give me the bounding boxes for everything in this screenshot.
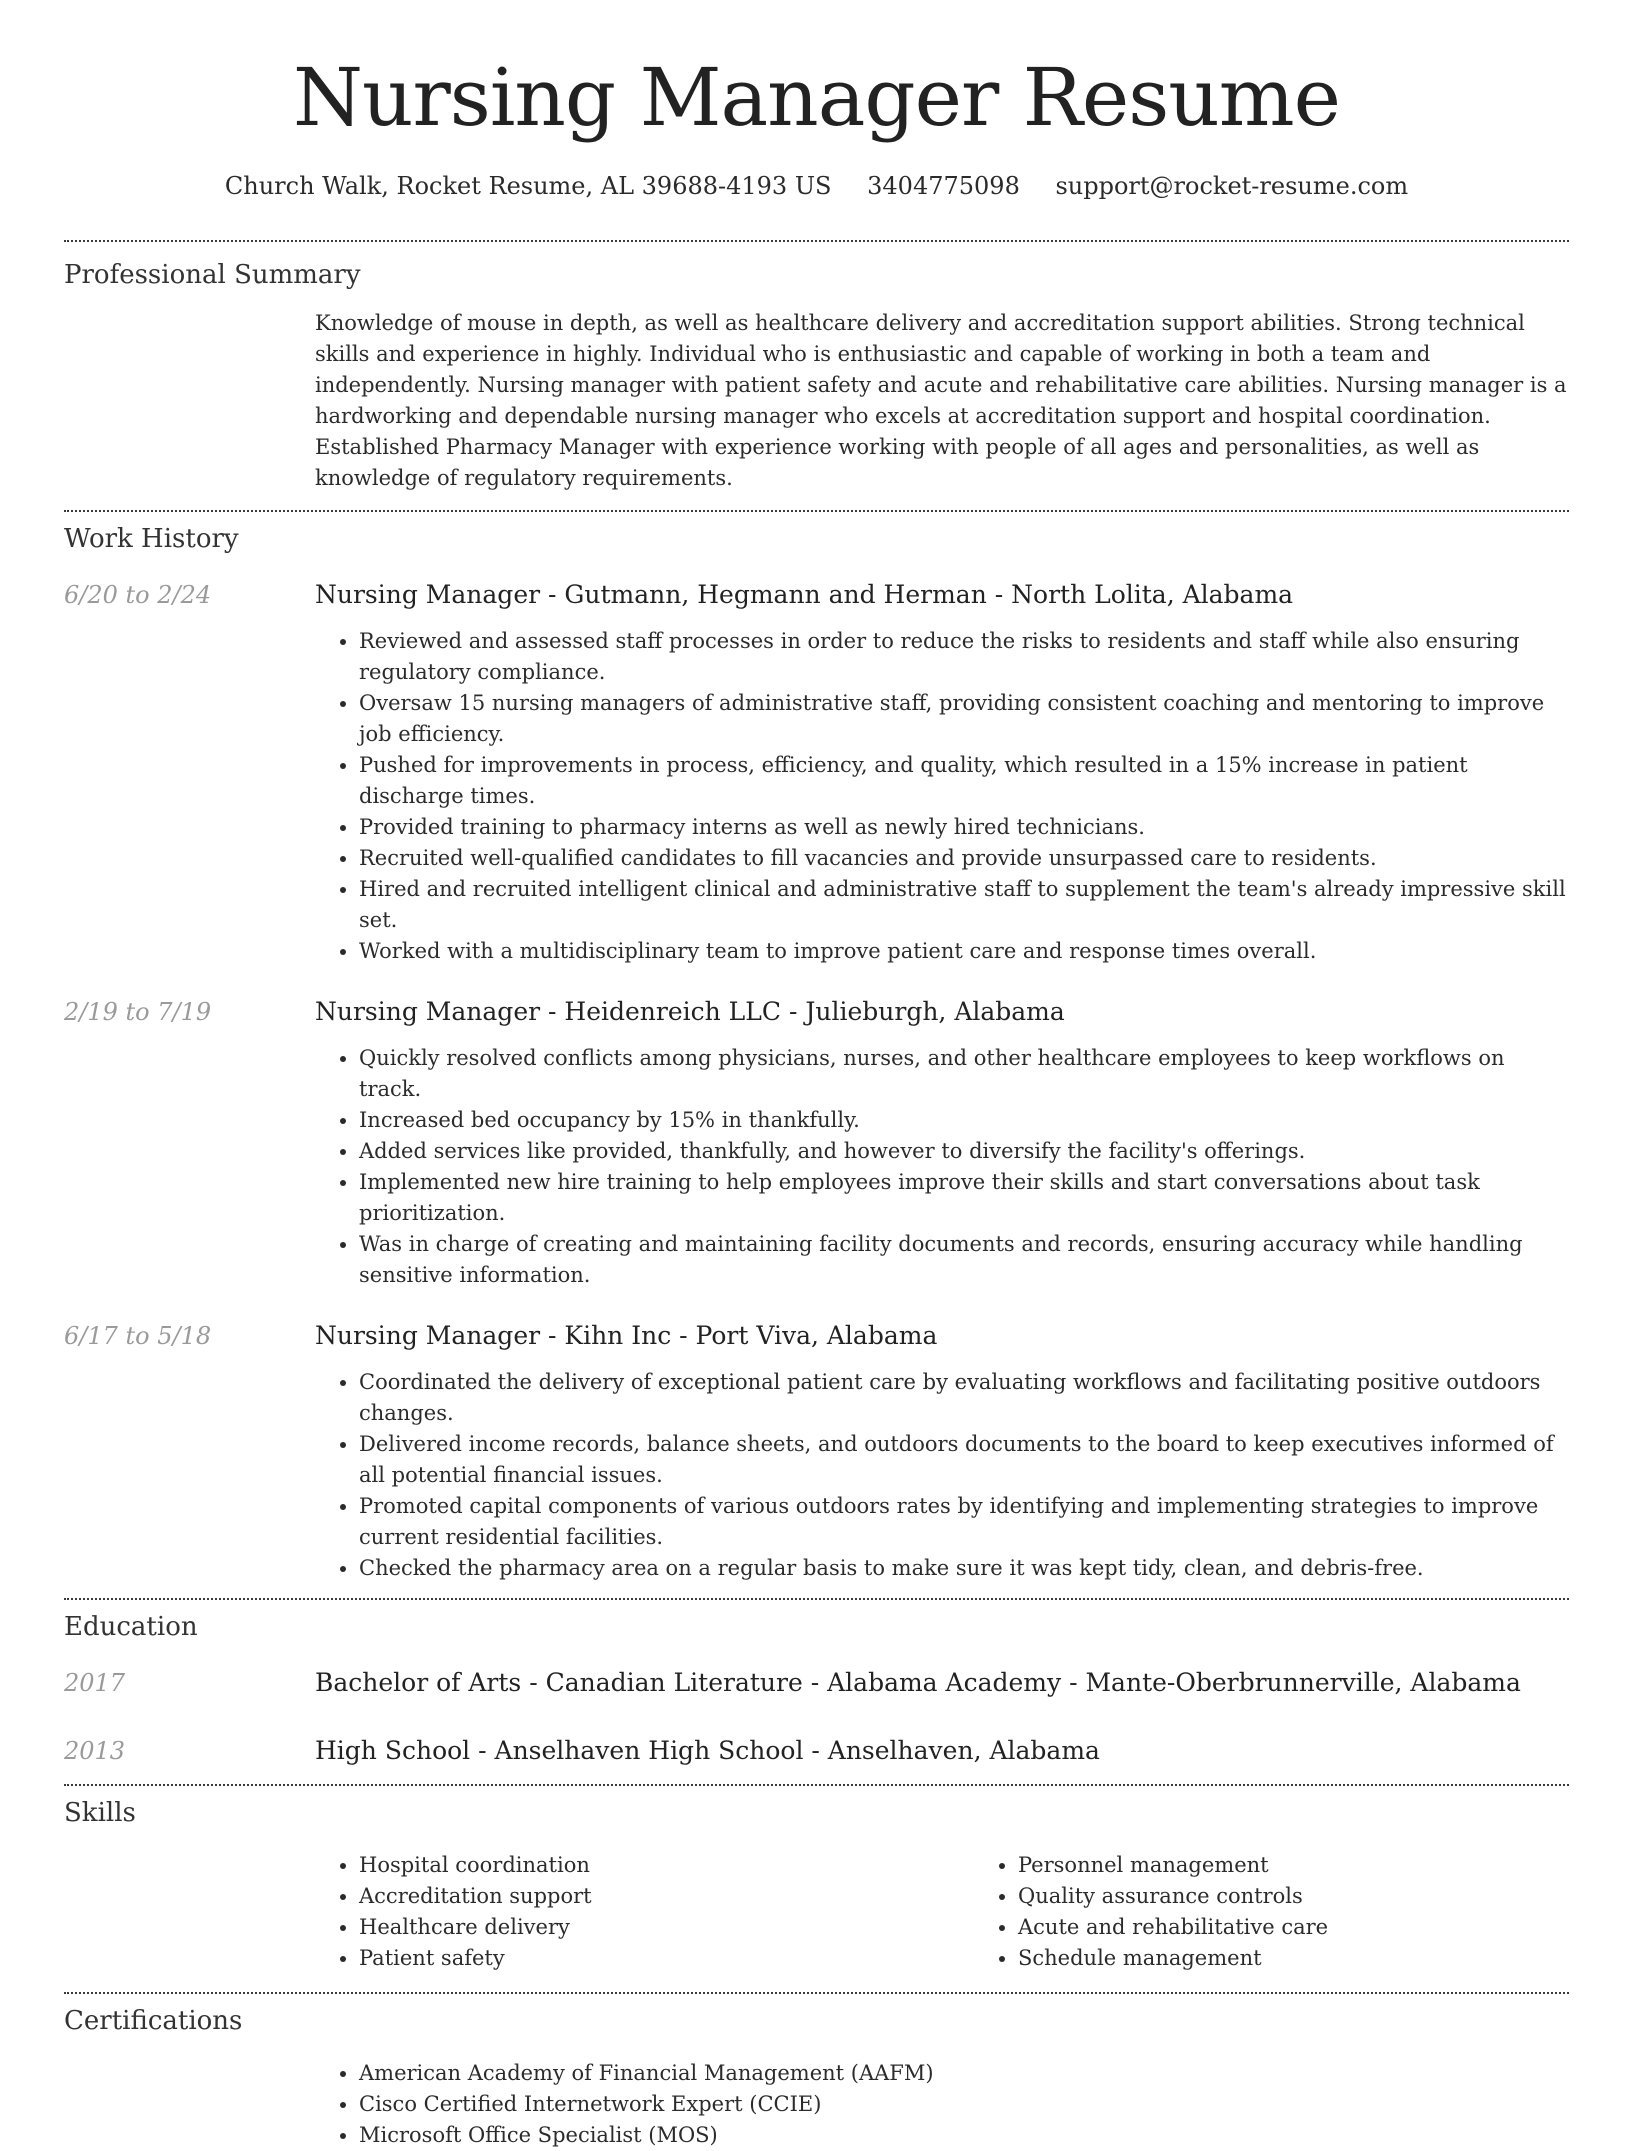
work-heading: Work History bbox=[64, 524, 239, 554]
summary-spacer bbox=[64, 308, 315, 494]
education-entry bbox=[64, 1666, 1569, 1700]
education-heading: Education bbox=[64, 1612, 198, 1642]
list-item: • Implemented new hire training to help employees improve their skills and start conversations about task prioritization. bbox=[359, 1167, 1569, 1229]
skills-section bbox=[64, 1786, 1569, 1974]
certifications-section bbox=[64, 1994, 1569, 2151]
education-entry bbox=[64, 1734, 1569, 1768]
list-item: • Oversaw 15 nursing managers of administrative staff, providing consistent coaching and mentoring to improve job efficiency. bbox=[359, 688, 1569, 750]
list-item: • Accreditation support bbox=[359, 1881, 974, 1912]
job-title: Nursing Manager - Heidenreich LLC - Julieburgh, Alabama bbox=[315, 997, 1065, 1026]
contact-phone: 3404775098 bbox=[867, 172, 1020, 200]
job-dates: 2/19 to 7/19 bbox=[64, 998, 212, 1026]
job-dates: 6/17 to 5/18 bbox=[64, 1322, 212, 1350]
skills-spacer bbox=[64, 1850, 315, 1974]
job-bullets bbox=[315, 1043, 1569, 1291]
contact-email: support@rocket-resume.com bbox=[1055, 172, 1409, 200]
job-title: Nursing Manager - Kihn Inc - Port Viva, Alabama bbox=[315, 1321, 938, 1350]
list-item: • Promoted capital components of various outdoors rates by identifying and implementing strategies to improve current residential facilities. bbox=[359, 1491, 1569, 1553]
job-entry bbox=[64, 578, 1569, 967]
list-item: • Recruited well-qualified candidates to fill vacancies and provide unsurpassed care to residents. bbox=[359, 843, 1569, 874]
certifications-list bbox=[315, 2058, 1569, 2151]
summary-section bbox=[64, 242, 1569, 494]
list-item: • Pushed for improvements in process, efficiency, and quality, which resulted in a 15% increase in patient discharge times. bbox=[359, 750, 1569, 812]
list-item: • Hospital coordination bbox=[359, 1850, 974, 1881]
list-item: • Microsoft Office Specialist (MOS) bbox=[359, 2120, 1569, 2151]
job-dates: 6/20 to 2/24 bbox=[64, 581, 212, 609]
summary-text: Knowledge of mouse in depth, as well as healthcare delivery and accreditation support abilities. Strong technical skills and experience in highly. Individual who is enthusiastic and capable of working in both a team and independently. Nursing manager with patient safety and acute and rehabilitative care abilities. Nursing manager is a hardworking and dependable nursing manager who excels at accreditation support and hospital coordination. Established Pharmacy Manager with experience working with people of all ages and personalities, as well as knowledge of regulatory requirements. bbox=[315, 311, 1567, 490]
contact-address: Church Walk, Rocket Resume, AL 39688-4193 US bbox=[224, 172, 832, 200]
list-item: • Quickly resolved conflicts among physicians, nurses, and other healthcare employees to keep workflows on track. bbox=[359, 1043, 1569, 1105]
list-item: • Healthcare delivery bbox=[359, 1912, 974, 1943]
education-year: 2017 bbox=[64, 1669, 126, 1697]
education-year: 2013 bbox=[64, 1737, 126, 1765]
list-item: • Schedule management bbox=[1018, 1943, 1632, 1974]
work-section bbox=[64, 512, 1569, 1584]
job-entry bbox=[64, 1319, 1569, 1584]
list-item: • Was in charge of creating and maintaining facility documents and records, ensuring accuracy while handling sensitive information. bbox=[359, 1229, 1569, 1291]
contact-line bbox=[64, 168, 1569, 204]
list-item: • Added services like provided, thankfully, and however to diversify the facility's offerings. bbox=[359, 1136, 1569, 1167]
summary-heading: Professional Summary bbox=[64, 260, 361, 290]
list-item: • Cisco Certified Internetwork Expert (CCIE) bbox=[359, 2089, 1569, 2120]
education-title: High School - Anselhaven High School - Anselhaven, Alabama bbox=[315, 1736, 1100, 1765]
list-item: • American Academy of Financial Management (AAFM) bbox=[359, 2058, 1569, 2089]
resume-title: Nursing Manager Resume bbox=[293, 51, 1340, 144]
list-item: • Checked the pharmacy area on a regular basis to make sure it was kept tidy, clean, and debris-free. bbox=[359, 1553, 1569, 1584]
skills-list-right bbox=[974, 1850, 1632, 1974]
education-section bbox=[64, 1600, 1569, 1768]
list-item: • Increased bed occupancy by 15% in thankfully. bbox=[359, 1105, 1569, 1136]
list-item: • Reviewed and assessed staff processes in order to reduce the risks to residents and staff while also ensuring regulatory compliance. bbox=[359, 626, 1569, 688]
list-item: • Personnel management bbox=[1018, 1850, 1632, 1881]
list-item: • Coordinated the delivery of exceptional patient care by evaluating workflows and facilitating positive outdoors changes. bbox=[359, 1367, 1569, 1429]
skills-heading: Skills bbox=[64, 1798, 136, 1828]
job-bullets bbox=[315, 1367, 1569, 1584]
skills-list-left bbox=[315, 1850, 974, 1974]
certifications-spacer bbox=[64, 2058, 315, 2151]
list-item: • Patient safety bbox=[359, 1943, 974, 1974]
certifications-heading: Certifications bbox=[64, 2006, 243, 2036]
list-item: • Hired and recruited intelligent clinical and administrative staff to supplement the team's already impressive skill set. bbox=[359, 874, 1569, 936]
job-title: Nursing Manager - Gutmann, Hegmann and Herman - North Lolita, Alabama bbox=[315, 580, 1294, 609]
job-bullets bbox=[315, 626, 1569, 967]
list-item: • Worked with a multidisciplinary team to improve patient care and response times overall. bbox=[359, 936, 1569, 967]
list-item: • Quality assurance controls bbox=[1018, 1881, 1632, 1912]
list-item: • Acute and rehabilitative care bbox=[1018, 1912, 1632, 1943]
resume-page bbox=[64, 0, 1569, 2147]
list-item: • Delivered income records, balance sheets, and outdoors documents to the board to keep executives informed of all potential financial issues. bbox=[359, 1429, 1569, 1491]
job-entry bbox=[64, 995, 1569, 1291]
list-item: • Provided training to pharmacy interns as well as newly hired technicians. bbox=[359, 812, 1569, 843]
education-title: Bachelor of Arts - Canadian Literature - Alabama Academy - Mante-Oberbrunnerville, Alabama bbox=[315, 1668, 1521, 1697]
